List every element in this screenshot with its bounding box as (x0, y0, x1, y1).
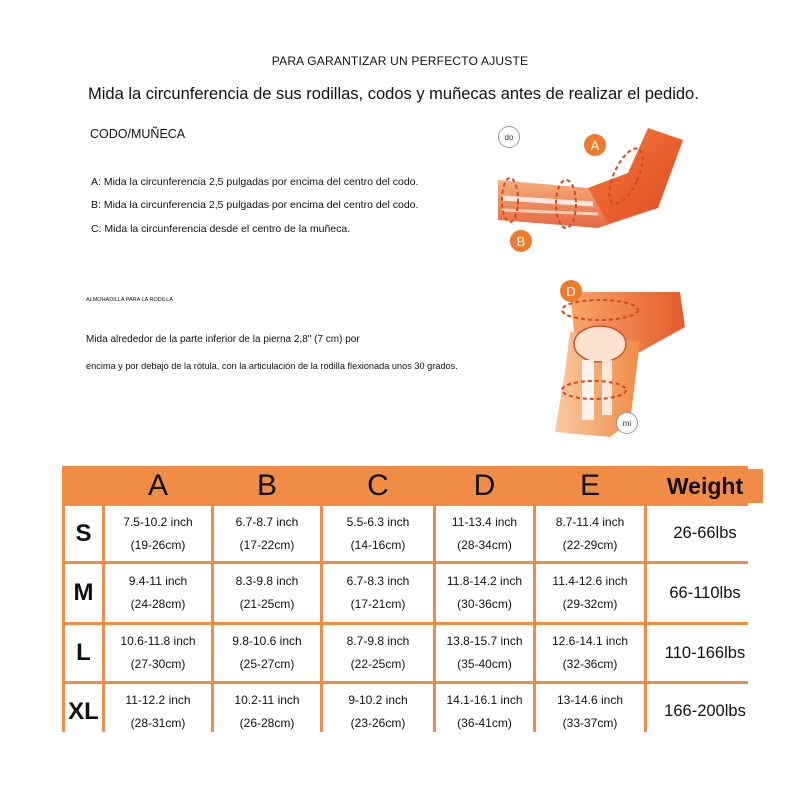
knee-instruction-line2: encima y por debajo de la rótula, con la articulación de la rodilla flexionada unos 30 grados. (86, 361, 458, 371)
measurement-inch: 9.4-11 inch (128, 574, 188, 588)
table-cell (323, 506, 433, 561)
table-cell (436, 684, 533, 739)
measurement-cm: (33-37cm) (562, 715, 618, 730)
knee-marker-d: D (560, 280, 582, 302)
table-cell (536, 564, 644, 622)
measurement-inch: 13.8-15.7 inch (446, 634, 523, 648)
measurement-inch: 6.7-8.3 inch (346, 574, 410, 588)
elbow-instruction-c: C: Mida la circunferencia desde el centro de la muñeca. (91, 223, 351, 235)
measurement-inch: 12.6-14.1 inch (551, 634, 629, 648)
measurement-cm: (19-26cm) (130, 537, 186, 552)
measurement-cm: (28-34cm) (457, 537, 512, 552)
measurement-cm: (17-21cm) (350, 597, 406, 611)
measurement-inch: 8.7-11.4 inch (555, 514, 625, 529)
table-cell (536, 625, 644, 681)
measurement-inch: 8.3-9.8 inch (235, 574, 299, 588)
measurement-cm: (17-22cm) (239, 537, 295, 552)
table-corner-cell (65, 469, 102, 503)
knee-section-title: ALMOHADILLA PARA LA RODILLA (86, 297, 174, 303)
measurement-cm: (35-40cm) (457, 657, 512, 671)
measurement-cm: (22-25cm) (350, 657, 406, 671)
size-label-l: L (65, 625, 102, 681)
knee-marker-mi: mi (616, 412, 638, 434)
measurement-cm: (24-28cm) (130, 597, 186, 611)
table-cell (214, 625, 320, 681)
measurement-cm: (28-31cm) (130, 715, 186, 730)
column-header-e: E (536, 469, 644, 503)
weight-range: 110-166lbs (647, 625, 763, 681)
measurement-inch: 8.7-9.8 inch (346, 634, 410, 648)
measurement-inch: 10.2-11 inch (234, 692, 300, 707)
measurement-cm: (21-25cm) (239, 597, 295, 611)
measurement-cm: (32-36cm) (562, 657, 618, 671)
elbow-marker-a: A (584, 134, 606, 156)
elbow-marker-b: B (510, 230, 532, 252)
measurement-inch: 11.4-12.6 inch (552, 574, 628, 588)
elbow-instruction-b: B: Mida la circunferencia 2,5 pulgadas por encima del centro del codo. (91, 199, 419, 211)
weight-range: 66-110lbs (647, 564, 763, 622)
measurement-inch: 14.1-16.1 inch (446, 692, 523, 707)
knee-leg-graphic (530, 272, 690, 442)
measurement-inch: 9.8-10.6 inch (232, 634, 302, 648)
table-cell (105, 684, 211, 739)
measurement-cm: (27-30cm) (130, 657, 186, 671)
measurement-cm: (36-41cm) (457, 715, 512, 730)
knee-instruction-line1: Mida alrededor de la parte inferior de la pierna 2,8" (7 cm) por (86, 334, 360, 345)
column-header-d: D (436, 469, 533, 503)
table-cell (323, 684, 433, 739)
measurement-inch: 11-12.2 inch (125, 692, 191, 707)
measurement-inch: 9-10.2 inch (348, 692, 408, 707)
measurement-cm: (25-27cm) (239, 657, 295, 671)
table-cell (214, 684, 320, 739)
size-chart-grid (65, 469, 745, 729)
elbow-illustration (488, 118, 688, 258)
table-cell (436, 625, 533, 681)
size-chart-table (62, 466, 748, 732)
measurement-cm: (30-36cm) (457, 597, 512, 611)
measurement-inch: 11.8-14.2 inch (446, 574, 523, 588)
weight-range: 26-66lbs (647, 506, 763, 561)
measurement-cm: (29-32cm) (562, 597, 618, 611)
weight-range: 166-200lbs (647, 684, 763, 739)
measurement-cm: (14-16cm) (350, 537, 406, 552)
table-cell (436, 564, 533, 622)
elbow-marker-do: do (498, 126, 520, 148)
column-header-c: C (323, 469, 433, 503)
measurement-cm: (23-26cm) (350, 715, 406, 730)
knee-illustration (530, 272, 690, 442)
table-cell (536, 506, 644, 561)
table-cell (105, 625, 211, 681)
table-cell (214, 506, 320, 561)
page-subheading: Mida la circunferencia de sus rodillas, codos y muñecas antes de realizar el pedido. (88, 85, 699, 103)
measurement-inch: 6.7-8.7 inch (235, 514, 299, 529)
measurement-cm: (26-28cm) (239, 715, 295, 730)
column-header-a: A (105, 469, 211, 503)
size-label-xl: XL (65, 684, 102, 739)
column-header-b: B (214, 469, 320, 503)
measurement-inch: 5.5-6.3 inch (346, 514, 410, 529)
measurement-inch: 7.5-10.2 inch (123, 514, 193, 529)
table-cell (323, 564, 433, 622)
size-label-s: S (65, 506, 102, 561)
column-header-weight: Weight (647, 469, 763, 503)
table-cell (105, 506, 211, 561)
page-heading: PARA GARANTIZAR UN PERFECTO AJUSTE (271, 54, 529, 68)
measurement-cm: (22-29cm) (562, 537, 618, 552)
size-label-m: M (65, 564, 102, 622)
measurement-inch: 13-14.6 inch (556, 692, 624, 707)
table-cell (536, 684, 644, 739)
measurement-inch: 10.6-11.8 inch (120, 634, 196, 648)
elbow-instruction-a: A: Mida la circunferencia 2,5 pulgadas por encima del centro del codo. (91, 176, 419, 188)
table-cell (214, 564, 320, 622)
table-cell (105, 564, 211, 622)
table-cell (323, 625, 433, 681)
table-cell (436, 506, 533, 561)
measurement-inch: 11-13.4 inch (451, 514, 518, 529)
elbow-section-title: CODO/MUÑECA (90, 127, 186, 141)
